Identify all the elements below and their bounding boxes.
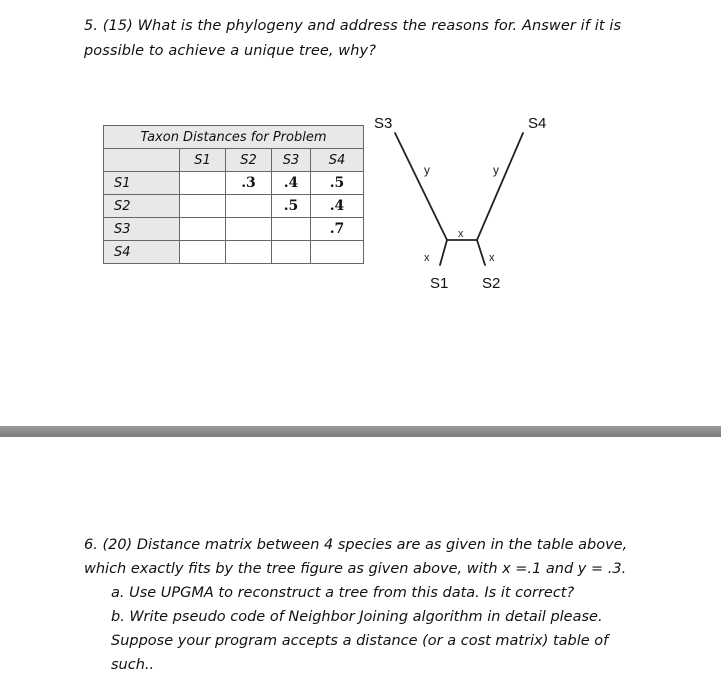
table-cell [180, 218, 226, 241]
table-row [104, 218, 364, 241]
question-5-line-1: 5. (15) What is the phylogeny and address the reasons for. Answer if it is [84, 18, 622, 34]
column-header-s4: S4 [311, 149, 364, 172]
row-label-s4: S4 [104, 241, 180, 264]
branch-label-y-right: y [493, 163, 499, 177]
branch-label-x-left: x [424, 252, 430, 264]
table-corner-cell [104, 149, 180, 172]
table-cell [180, 172, 226, 195]
table-row [104, 172, 364, 195]
table-cell [272, 241, 311, 264]
leaf-label-s2: S2 [482, 275, 501, 292]
row-label-s1: S1 [104, 172, 180, 195]
table-cell [311, 241, 364, 264]
column-header-s1: S1 [180, 149, 226, 172]
branch-s1 [440, 240, 447, 265]
table-cell: .7 [311, 218, 364, 241]
row-label-s3: S3 [104, 218, 180, 241]
leaf-label-s1: S1 [430, 275, 449, 292]
table-cell [180, 241, 226, 264]
branch-label-y-left: y [424, 163, 430, 177]
table-cell [226, 218, 272, 241]
column-header-s2: S2 [226, 149, 272, 172]
table-row [104, 241, 364, 264]
leaf-label-s3: S3 [374, 115, 393, 132]
table-cell [180, 195, 226, 218]
branch-s4 [477, 133, 523, 240]
page-divider [0, 426, 721, 437]
question-6-item-b: b. Write pseudo code of Neighbor Joining algorithm in detail please. [111, 609, 603, 625]
branch-s3 [395, 133, 447, 240]
table-title: Taxon Distances for Problem [104, 126, 364, 149]
table-cell [226, 241, 272, 264]
question-6-line-2: which exactly fits by the tree figure as given above, with x =.1 and y = .3. [84, 561, 627, 577]
table-cell: .5 [311, 172, 364, 195]
question-5 [84, 14, 704, 64]
question-6-line-1: 6. (20) Distance matrix between 4 species are as given in the table above, [84, 537, 628, 553]
table-cell: .3 [226, 172, 272, 195]
table-cell: .4 [311, 195, 364, 218]
table-cell: .4 [272, 172, 311, 195]
leaf-label-s4: S4 [528, 115, 547, 132]
question-6-item-b-end: such.. [111, 657, 155, 673]
question-6-item-b-continued: Suppose your program accepts a distance (or a cost matrix) table of [111, 633, 609, 649]
column-header-s3: S3 [272, 149, 311, 172]
branch-label-x-right: x [489, 252, 495, 264]
question-6-item-a: a. Use UPGMA to reconstruct a tree from this data. Is it correct? [111, 585, 575, 601]
table-row [104, 195, 364, 218]
taxon-distance-table [103, 125, 364, 264]
table-cell [272, 218, 311, 241]
question-5-line-2: possible to achieve a unique tree, why? [84, 43, 377, 59]
branch-label-x-internal: x [458, 228, 464, 240]
row-label-s2: S2 [104, 195, 180, 218]
table-cell: .5 [272, 195, 311, 218]
branch-s2 [477, 240, 485, 265]
question-6 [84, 533, 714, 677]
phylogenetic-tree-diagram [360, 108, 570, 298]
table-cell [226, 195, 272, 218]
